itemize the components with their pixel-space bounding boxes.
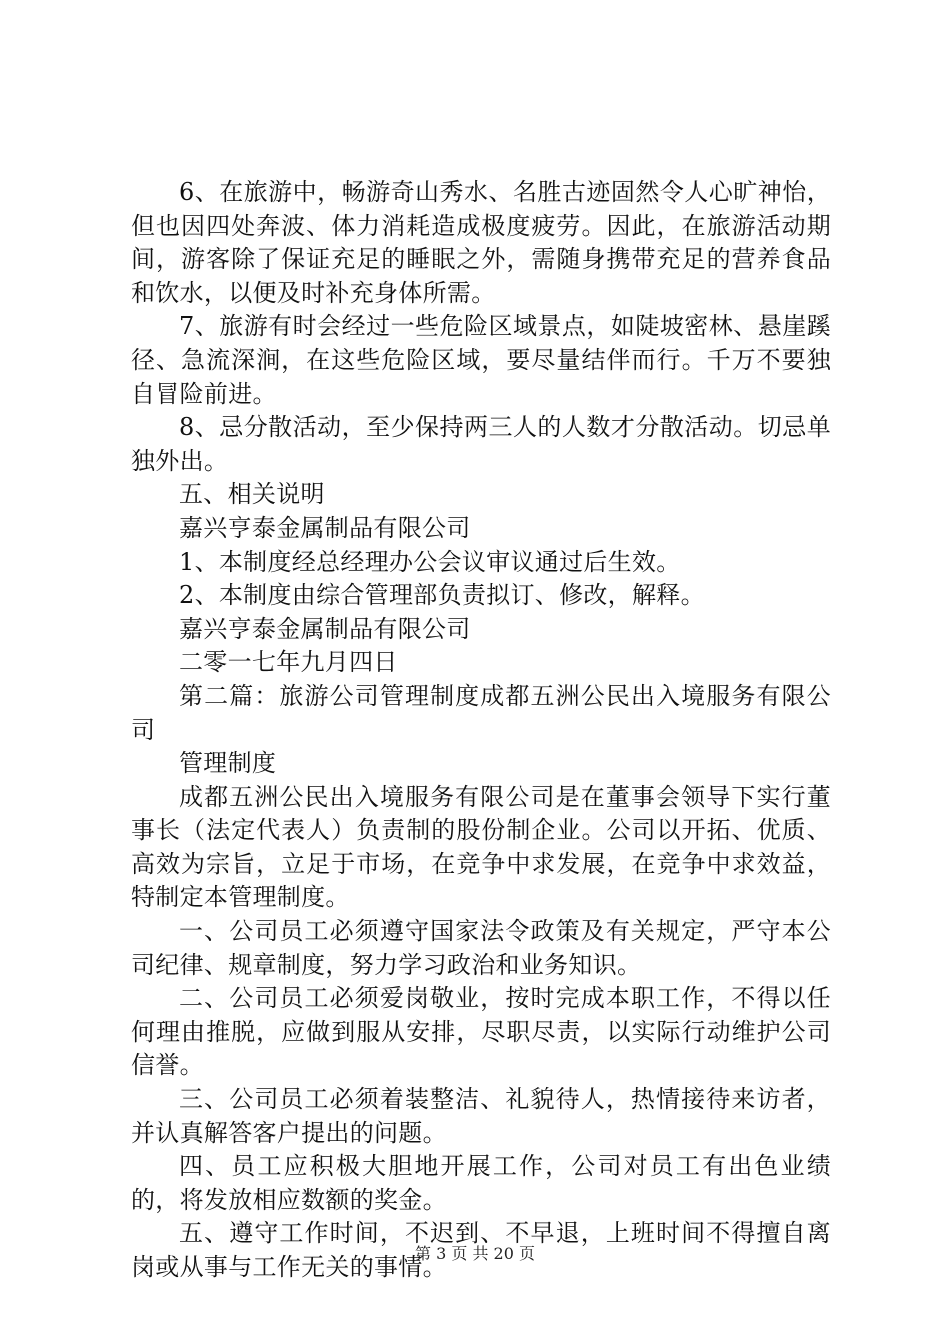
management-rules-heading: 管理制度 [179, 749, 277, 778]
page-number-footer: 第 3 页 共 20 页 [415, 1244, 535, 1263]
rule-item-2: 2、本制度由综合管理部负责拟订、修改，解释。 [179, 581, 705, 610]
section-heading-related-notes: 五、相关说明 [179, 480, 325, 509]
rule-item-one: 一、公司员工必须遵守国家法令政策及有关规定，严守本公司纪律、规章制度，努力学习政治和业务知识。 [131, 917, 831, 979]
paragraph-item-7: 7、旅游有时会经过一些危险区域景点，如陡坡密林、悬崖蹊径、急流深涧，在这些危险区域，要尽量结伴而行。千万不要独自冒险前进。 [131, 312, 831, 408]
paragraph-item-6: 6、在旅游中，畅游奇山秀水、名胜古迹固然令人心旷神怡，但也因四处奔波、体力消耗造成极度疲劳。因此，在旅游活动期间，游客除了保证充足的睡眠之外，需随身携带充足的营养食品和饮水，以便及时补充身体所需。 [131, 178, 831, 307]
rule-item-1: 1、本制度经总经理办公会议审议通过后生效。 [179, 547, 681, 576]
section-title-second-chapter: 第二篇：旅游公司管理制度成都五洲公民出入境服务有限公司 [131, 681, 831, 744]
paragraph-item-8: 8、忌分散活动，至少保持两三人的人数才分散活动。切忌单独外出。 [131, 413, 831, 475]
rule-item-five: 五、遵守工作时间，不迟到、不早退，上班时间不得擅自离岗或从事与工作无关的事情。 [131, 1219, 831, 1281]
company-name-line-2: 嘉兴亨泰金属制品有限公司 [179, 614, 471, 643]
company-intro-paragraph: 成都五洲公民出入境服务有限公司是在董事会领导下实行董事长（法定代表人）负责制的股份制企业。公司以开拓、优质、高效为宗旨，立足于市场，在竞争中求发展，在竞争中求效益，特制定本管理制度。 [131, 782, 831, 912]
rule-item-two: 二、公司员工必须爱岗敬业，按时完成本职工作，不得以任何理由推脱，应做到服从安排，尽职尽责，以实际行动维护公司信誉。 [131, 984, 831, 1080]
company-name-line-1: 嘉兴亨泰金属制品有限公司 [179, 513, 471, 542]
document-body [131, 176, 831, 1285]
rule-item-three: 三、公司员工必须着装整洁、礼貌待人，热情接待来访者，并认真解答客户提出的问题。 [131, 1085, 831, 1147]
document-date: 二零一七年九月四日 [179, 648, 398, 677]
rule-item-four: 四、员工应积极大胆地开展工作，公司对员工有出色业绩的，将发放相应数额的奖金。 [131, 1152, 831, 1214]
